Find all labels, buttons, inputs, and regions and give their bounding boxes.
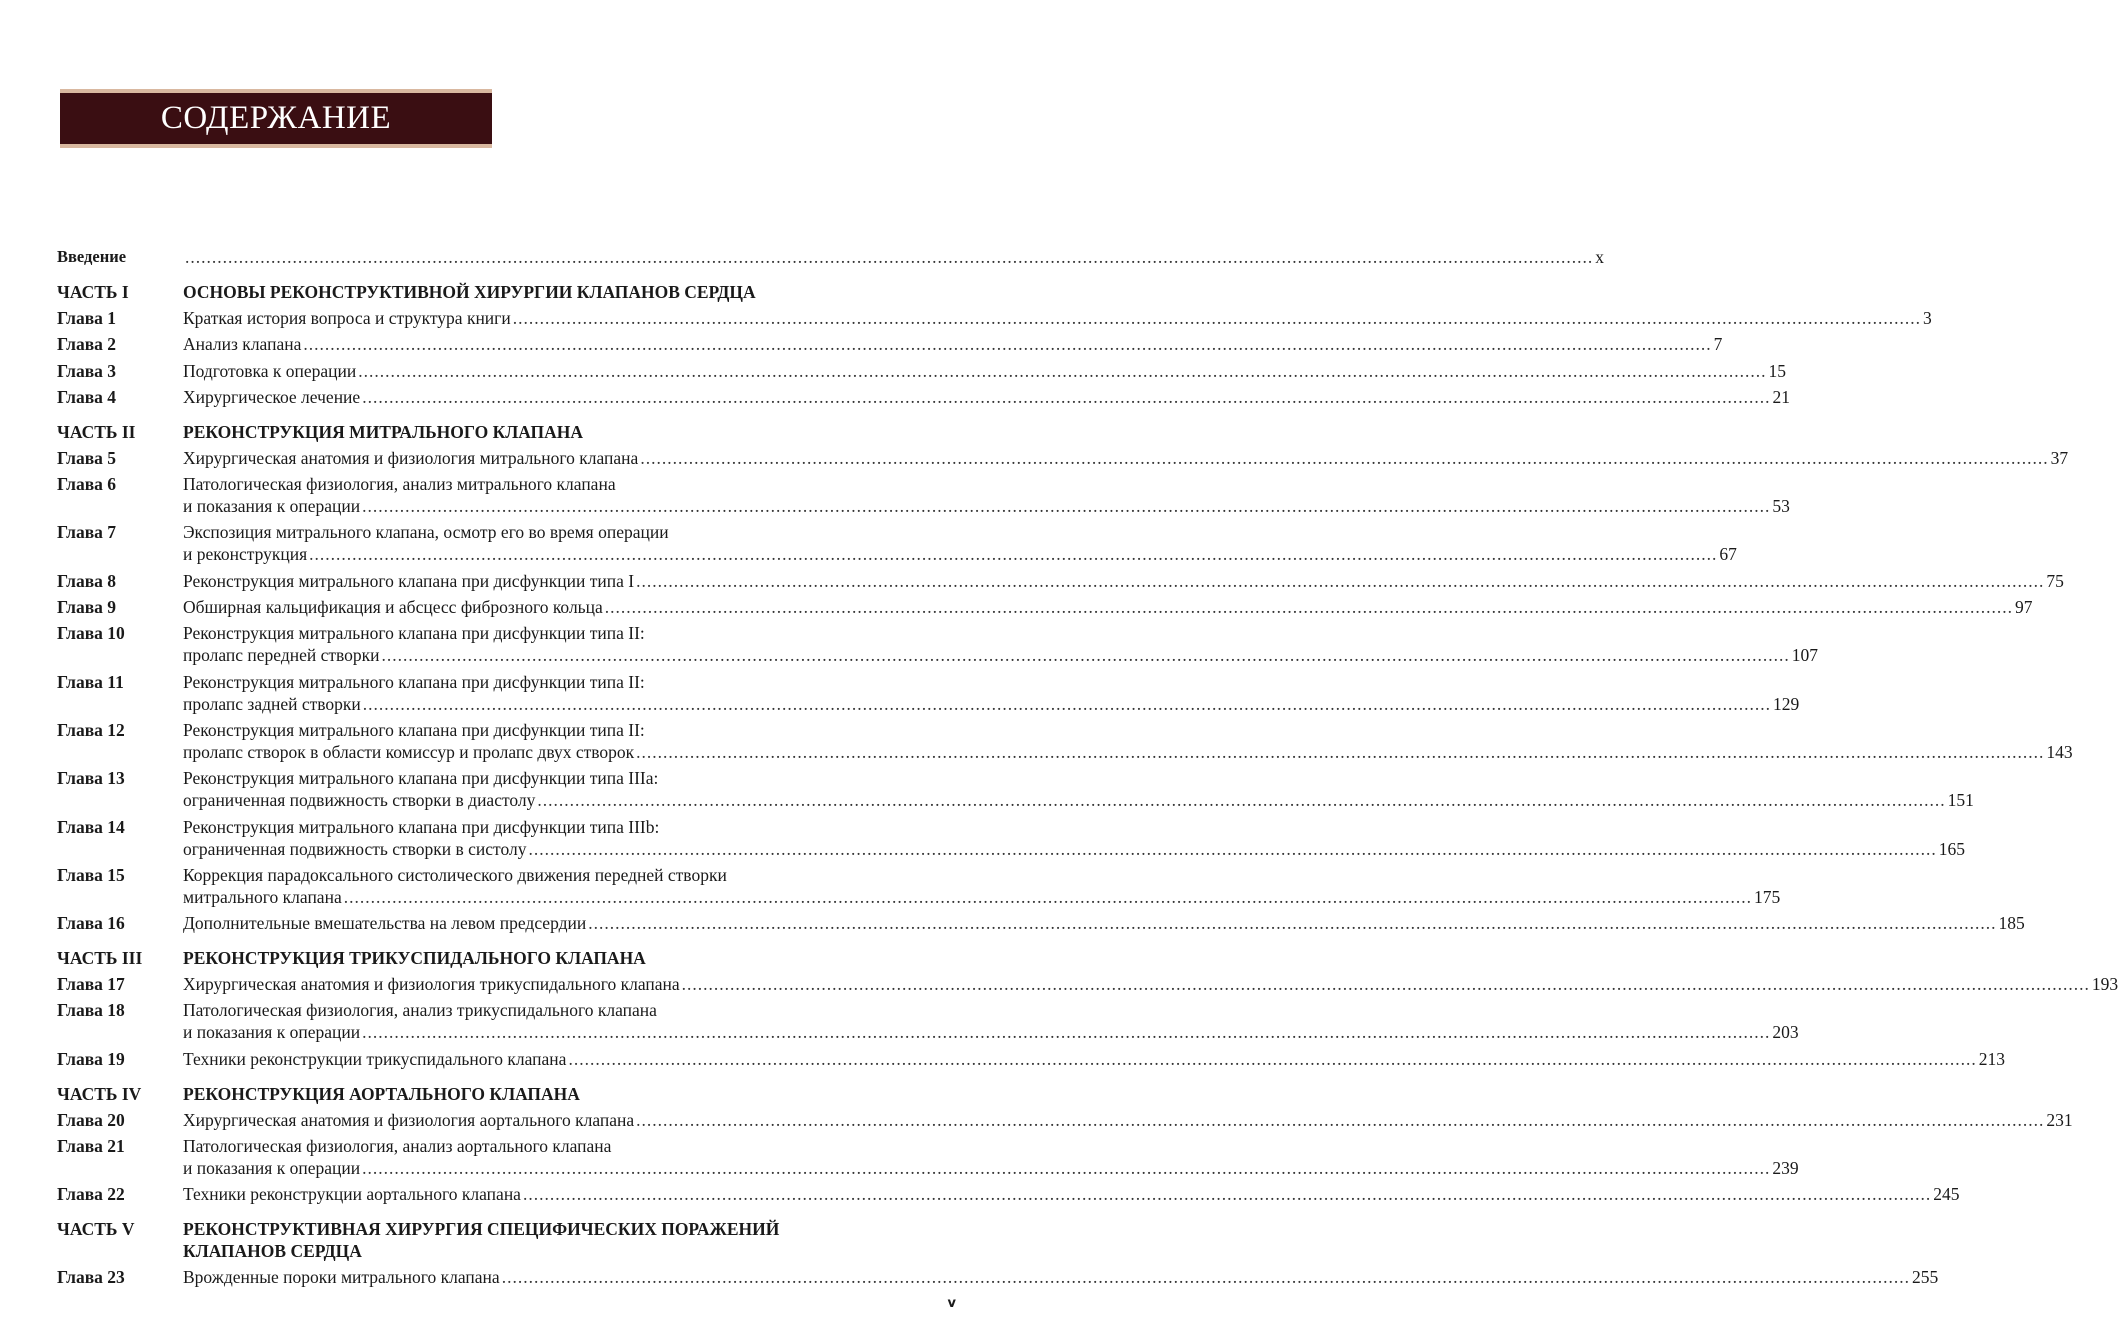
intro-label: Введение	[57, 247, 127, 266]
page-number: x	[1595, 247, 1604, 267]
chapter-title: ограниченная подвижность створки в систолу	[183, 838, 527, 859]
page-number: 203	[1772, 1022, 1799, 1043]
part-title-block	[183, 1218, 957, 1262]
leader-dots	[363, 693, 1771, 715]
chapter-label: Глава 14	[57, 816, 125, 837]
chapter-label: Глава 15	[57, 864, 125, 885]
chapter-title: митрального клапана	[183, 886, 342, 907]
chapter-title-block	[183, 1135, 1799, 1179]
part-title: РЕКОНСТРУКЦИЯ ТРИКУСПИДАЛЬНОГО КЛАПАНА	[183, 948, 646, 969]
leader-dots	[568, 1048, 1976, 1070]
chapter-title: пролапс задней створки	[183, 693, 361, 714]
toc-chapter-entry[interactable]	[57, 912, 2025, 934]
toc-chapter-entry[interactable]	[57, 596, 2033, 618]
page-number: 185	[1998, 913, 2025, 934]
chapter-title: Реконструкция митрального клапана при дисфункции типа I	[183, 570, 635, 591]
leader-dots	[358, 360, 1766, 382]
part-label: ЧАСТЬ II	[57, 421, 136, 442]
page-number: 3	[1922, 308, 1932, 328]
toc-part-heading[interactable]	[57, 281, 957, 303]
leader-dots	[362, 1021, 1770, 1043]
chapter-title-block	[183, 671, 1799, 715]
toc-line	[183, 693, 1799, 715]
chapter-title-block	[183, 999, 1799, 1043]
toc-line	[183, 671, 1799, 693]
chapter-title-block	[183, 622, 1818, 666]
toc-chapter-entry[interactable]	[57, 1048, 2005, 1070]
chapter-label: Глава 16	[57, 913, 125, 934]
toc-chapter-entry[interactable]	[57, 816, 1965, 860]
chapter-title-block	[183, 973, 2118, 995]
toc-line	[183, 719, 2073, 741]
part-title: РЕКОНСТРУКТИВНАЯ ХИРУРГИЯ СПЕЦИФИЧЕСКИХ ПОРАЖЕНИЙ	[183, 1219, 780, 1240]
toc-part-heading[interactable]	[57, 1218, 957, 1262]
chapter-title-block	[183, 1048, 2005, 1070]
toc-chapter-entry[interactable]	[57, 333, 1723, 355]
toc-line	[183, 1183, 1959, 1205]
toc-line	[183, 570, 2064, 592]
chapter-label: Глава 9	[57, 597, 117, 618]
toc-line	[183, 912, 2025, 934]
toc-chapter-entry[interactable]	[57, 1135, 1799, 1179]
toc-chapter-entry[interactable]	[57, 360, 1786, 382]
toc-line	[183, 789, 1974, 811]
chapter-title-block	[183, 473, 1790, 517]
page-number: 165	[1938, 838, 1965, 859]
chapter-title: Реконструкция митрального клапана при дисфункции типа II:	[183, 671, 645, 692]
page-number: 151	[1947, 790, 1974, 811]
chapter-title: Патологическая физиология, анализ аортального клапана	[183, 1136, 612, 1157]
chapter-label: Глава 22	[57, 1184, 125, 1205]
page-number: 75	[2046, 570, 2064, 591]
leader-dots	[537, 789, 1945, 811]
chapter-title: Реконструкция митрального клапана при дисфункции типа IIIb:	[183, 816, 660, 837]
chapter-title: Краткая история вопроса и структура книги	[183, 308, 511, 328]
toc-line	[183, 495, 1790, 517]
chapter-title: Хирургическая анатомия и физиология аортального клапана	[183, 1109, 635, 1130]
leader-dots	[636, 570, 2044, 592]
chapter-label: Глава 3	[57, 360, 117, 381]
chapter-title: Обширная кальцификация и абсцесс фиброзного кольца	[183, 597, 603, 618]
leader-dots	[362, 386, 1770, 408]
part-label: ЧАСТЬ I	[57, 282, 129, 302]
toc-part-heading[interactable]	[57, 421, 957, 443]
chapter-title: Реконструкция митрального клапана при дисфункции типа IIIa:	[183, 768, 659, 789]
chapter-label: Глава 18	[57, 1000, 125, 1021]
toc-line	[183, 543, 1737, 565]
toc-line	[183, 1021, 1799, 1043]
leader-dots	[344, 886, 1752, 908]
chapter-label: Глава 17	[57, 974, 125, 995]
chapter-title: Дополнительные вмешательства на левом предсердии	[183, 913, 587, 934]
part-title: КЛАПАНОВ СЕРДЦА	[183, 1241, 362, 1262]
chapter-title: Реконструкция митрального клапана при дисфункции типа II:	[183, 719, 645, 740]
chapter-title: и показания к операции	[183, 1022, 361, 1043]
chapter-title-block	[183, 360, 1786, 382]
toc-line	[183, 999, 1799, 1021]
table-of-contents	[57, 246, 2118, 1288]
page-title: СОДЕРЖАНИЕ	[160, 100, 392, 136]
toc-line	[183, 816, 1965, 838]
toc-line	[183, 1048, 2005, 1070]
leader-dots	[382, 644, 1790, 666]
toc-chapter-entry[interactable]	[57, 767, 1974, 811]
chapter-title: Экспозиция митрального клапана, осмотр его во время операции	[183, 522, 669, 543]
toc-line	[183, 973, 2118, 995]
toc-chapter-entry[interactable]	[57, 521, 1737, 565]
chapter-label: Глава 2	[57, 334, 117, 355]
leader-dots	[362, 1157, 1770, 1179]
leader-dots	[588, 912, 1996, 934]
toc-line	[183, 838, 1965, 860]
toc-line	[183, 360, 1786, 382]
part-title-block	[183, 1083, 957, 1105]
page-number: 107	[1791, 645, 1819, 666]
toc-chapter-entry[interactable]	[57, 1266, 1939, 1288]
chapter-title: Техники реконструкции аортального клапана	[183, 1184, 521, 1205]
leader-dots	[185, 246, 1593, 268]
chapter-title: Коррекция парадоксального систолического движения передней створки	[183, 864, 727, 885]
part-label: ЧАСТЬ V	[57, 1219, 135, 1240]
chapter-label: Глава 20	[57, 1109, 125, 1130]
toc-line	[183, 246, 1604, 268]
chapter-title-block	[183, 719, 2073, 763]
chapter-title: Анализ клапана	[183, 334, 302, 355]
leader-dots	[502, 1266, 1910, 1288]
toc-chapter-entry[interactable]	[57, 307, 1932, 329]
chapter-title-block	[183, 570, 2064, 592]
chapter-label: Глава 7	[57, 522, 117, 543]
chapter-label: Глава 10	[57, 623, 125, 644]
chapter-title: и показания к операции	[183, 496, 361, 517]
page-number: 143	[2046, 741, 2073, 762]
toc-chapter-entry[interactable]	[57, 1183, 1960, 1205]
contents-banner-inner	[60, 93, 492, 144]
chapter-title-block	[183, 307, 1932, 329]
toc-part-heading[interactable]	[57, 1083, 957, 1105]
toc-chapter-entry[interactable]	[57, 973, 2118, 995]
part-label: ЧАСТЬ III	[57, 948, 143, 969]
page-number: 7	[1713, 334, 1723, 355]
chapter-title-block	[183, 816, 1965, 860]
leader-dots	[309, 543, 1717, 565]
chapter-label: Глава 21	[57, 1136, 125, 1157]
toc-line	[183, 333, 1722, 355]
chapter-title-block	[183, 447, 2068, 469]
leader-dots	[636, 741, 2044, 763]
part-title: РЕКОНСТРУКЦИЯ МИТРАЛЬНОГО КЛАПАНА	[183, 421, 584, 442]
chapter-label: Глава 12	[57, 719, 125, 740]
chapter-title: Врожденные пороки митрального клапана	[183, 1267, 500, 1288]
chapter-label: Глава 1	[57, 308, 117, 328]
leader-dots	[528, 838, 1936, 860]
toc-chapter-entry[interactable]	[57, 386, 1790, 408]
page-number: 239	[1772, 1158, 1799, 1179]
toc-chapter-entry[interactable]	[57, 447, 2069, 469]
part-label: ЧАСТЬ IV	[57, 1083, 142, 1104]
toc-line	[183, 886, 1780, 908]
chapter-title: и показания к операции	[183, 1158, 361, 1179]
leader-dots	[523, 1183, 1931, 1205]
part-title-block	[183, 281, 957, 303]
toc-chapter-entry[interactable]	[57, 999, 1799, 1043]
leader-dots	[362, 495, 1770, 517]
chapter-title-block	[183, 596, 2033, 618]
page-number: 21	[1772, 386, 1790, 407]
toc-chapter-entry[interactable]	[57, 864, 1781, 908]
leader-dots	[640, 447, 2048, 469]
part-title-block	[183, 421, 957, 443]
chapter-title: Реконструкция митрального клапана при дисфункции типа II:	[183, 623, 645, 644]
toc-chapter-entry[interactable]	[57, 622, 1819, 666]
chapter-label: Глава 13	[57, 768, 125, 789]
intro-body	[183, 246, 1604, 268]
leader-dots	[605, 596, 2013, 618]
toc-line	[183, 521, 1737, 543]
chapter-label: Глава 4	[57, 386, 117, 407]
page-number: 245	[1933, 1184, 1960, 1205]
contents-banner	[60, 89, 492, 148]
chapter-title: Патологическая физиология, анализ митрального клапана	[183, 474, 616, 495]
chapter-label: Глава 11	[57, 671, 124, 692]
toc-line	[183, 644, 1818, 666]
toc-line	[183, 1157, 1799, 1179]
toc-chapter-entry[interactable]	[57, 570, 2064, 592]
toc-line	[183, 1135, 1799, 1157]
chapter-title: пролапс створок в области комиссур и пролапс двух створок	[183, 741, 635, 762]
toc-line	[183, 596, 2033, 618]
chapter-title: Подготовка к операции	[183, 360, 357, 381]
chapter-title: и реконструкция	[183, 544, 308, 565]
leader-dots	[682, 973, 2090, 995]
toc-line	[183, 864, 1780, 886]
page-number: 193	[2091, 974, 2118, 995]
toc-chapter-entry[interactable]	[57, 473, 1790, 517]
toc-line	[183, 741, 2073, 763]
toc-chapter-entry[interactable]	[57, 719, 2073, 763]
chapter-title-block	[183, 912, 2025, 934]
chapter-label: Глава 8	[57, 570, 117, 591]
leader-dots	[636, 1109, 2044, 1131]
chapter-title-block	[183, 521, 1737, 565]
chapter-label: Глава 19	[57, 1048, 125, 1069]
page-number: 97	[2015, 597, 2033, 618]
toc-line	[183, 767, 1974, 789]
toc-line	[183, 447, 2068, 469]
chapter-title: пролапс передней створки	[183, 645, 380, 666]
chapter-title: Хирургическая анатомия и физиология митрального клапана	[183, 447, 639, 468]
leader-dots	[303, 333, 1711, 355]
chapter-title-block	[183, 386, 1790, 408]
page-number: 175	[1753, 886, 1781, 907]
toc-line	[183, 307, 1932, 329]
page-number: 15	[1768, 360, 1786, 381]
page-number: 67	[1719, 544, 1737, 565]
chapter-title: Хирургическая анатомия и физиология трикуспидального клапана	[183, 974, 680, 995]
toc-line	[183, 386, 1790, 408]
toc-chapter-entry[interactable]	[57, 1109, 2073, 1131]
chapter-title-block	[183, 1109, 2073, 1131]
page-number: 129	[1773, 693, 1800, 714]
toc-line	[183, 1266, 1938, 1288]
toc-line	[183, 1109, 2073, 1131]
chapter-title: Техники реконструкции трикуспидального клапана	[183, 1048, 567, 1069]
page-number: 231	[2046, 1109, 2073, 1130]
chapter-title-block	[183, 1183, 1959, 1205]
chapter-title: Патологическая физиология, анализ трикуспидального клапана	[183, 1000, 657, 1021]
chapter-title: Хирургическое лечение	[183, 386, 361, 407]
chapter-label: Глава 23	[57, 1267, 125, 1288]
chapter-title-block	[183, 767, 1974, 811]
page-number: 37	[2050, 447, 2069, 468]
part-title: РЕКОНСТРУКЦИЯ АОРТАЛЬНОГО КЛАПАНА	[183, 1083, 580, 1104]
page-number: 255	[1911, 1267, 1939, 1288]
chapter-label: Глава 5	[57, 447, 117, 468]
page-number: 53	[1772, 496, 1790, 517]
part-title: ОСНОВЫ РЕКОНСТРУКТИВНОЙ ХИРУРГИИ КЛАПАНОВ СЕРДЦА	[183, 282, 756, 302]
toc-line	[183, 622, 1818, 644]
chapter-label: Глава 6	[57, 474, 117, 495]
toc-chapter-entry[interactable]	[57, 671, 1800, 715]
toc-part-heading[interactable]	[57, 947, 957, 969]
chapter-title-block	[183, 333, 1722, 355]
part-title-block	[183, 947, 957, 969]
toc-line	[183, 473, 1790, 495]
leader-dots	[513, 307, 1921, 329]
chapter-title-block	[183, 864, 1780, 908]
toc-intro-entry[interactable]	[57, 246, 1604, 268]
chapter-title: ограниченная подвижность створки в диастолу	[183, 790, 536, 811]
folio-page-number: v	[947, 1296, 956, 1311]
page-number: 213	[1978, 1048, 2005, 1069]
chapter-title-block	[183, 1266, 1938, 1288]
